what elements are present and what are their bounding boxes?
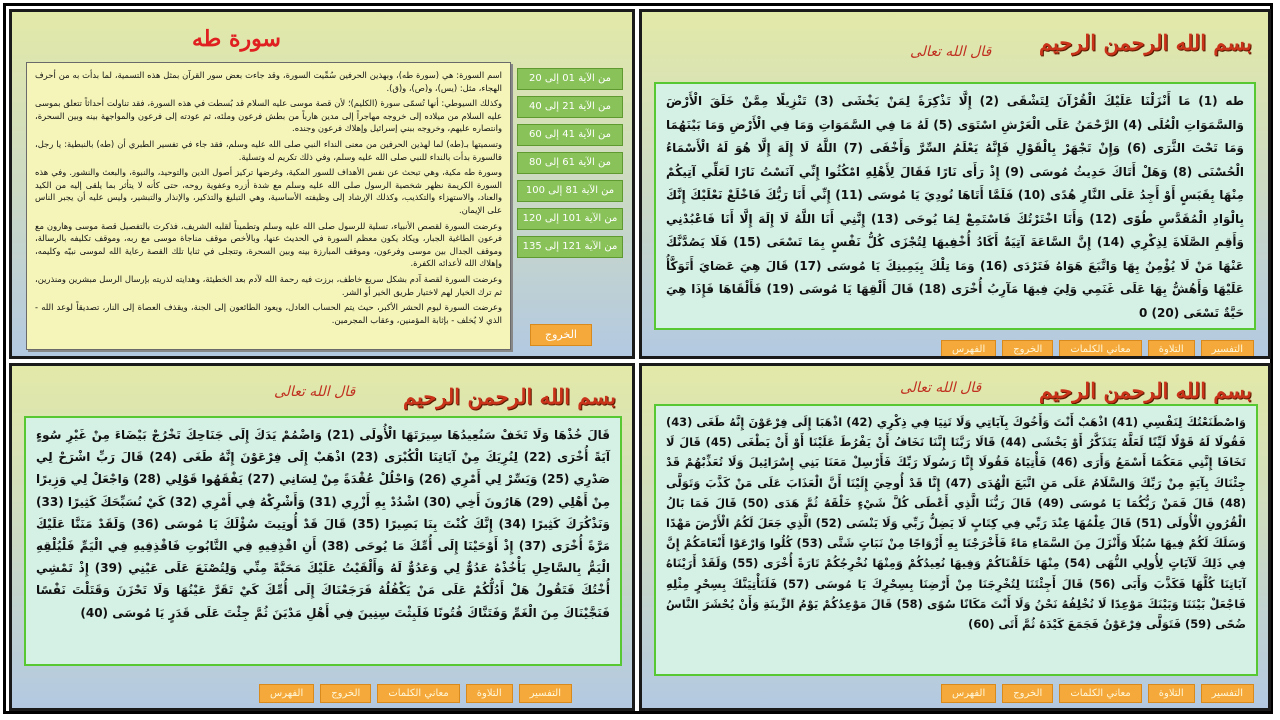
intro-text (26, 62, 511, 350)
qal-allah-label: قال الله تعالى (274, 384, 356, 400)
ayat-panel-21-40 (9, 363, 635, 711)
basmala: بسم الله الرحمن الرحيم (1039, 378, 1252, 403)
tab-meanings[interactable]: معاني الكلمات (1059, 340, 1141, 359)
tab-tafsir[interactable]: التفسير (1201, 340, 1254, 359)
basmala: بسم الله الرحمن الرحيم (1039, 30, 1252, 55)
tab-exit[interactable]: الخروج (1002, 684, 1053, 703)
exit-button[interactable]: الخروج (530, 324, 592, 346)
tab-tafsir[interactable]: التفسير (519, 684, 572, 703)
tab-index[interactable]: الفهرس (941, 340, 996, 359)
quran-text: وَاصْطَنَعْتُكَ لِنَفْسِي (41) اذْهَبْ أَنْتَ وَأَخُوكَ بِآيَاتِي وَلَا تَنِيَا فِي ذِكْرِي (42) اذْهَبَا إِلَى فِرْعَوْنَ إِنَّهُ طَغَى (43) فَقُولَا لَهُ قَوْلًا لَيِّنًا لَعَلَّهُ يَتَذَكَّرُ أَوْ يَخْشَى (44) قَالَا رَبَّنَا إِنَّنَا نَخَافُ أَنْ يَفْرُطَ عَلَيْنَا أَوْ أَنْ يَطْغَى (45) قَالَ لَا تَخَافَا إِنَّنِي مَعَكُمَا أَسْمَعُ وَأَرَى (46) فَأْتِيَاهُ فَقُولَا إِنَّا رَسُولَا رَبِّكَ فَأَرْسِلْ مَعَنَا بَنِي إِسْرَائِيلَ وَلَا تُعَذِّبْهُمْ قَدْ جِئْنَاكَ بِآيَةٍ مِنْ رَبِّكَ وَالسَّلَامُ عَلَى مَنِ اتَّبَعَ الْهُدَى (47) إِنَّا قَدْ أُوحِيَ إِلَيْنَا أَنَّ الْعَذَابَ عَلَى مَنْ كَذَّبَ وَتَوَلَّى (48) قَالَ فَمَنْ رَبُّكُمَا يَا مُوسَى (49) قَالَ رَبُّنَا الَّذِي أَعْطَى كُلَّ شَيْءٍ خَلْقَهُ ثُمَّ هَدَى (50) قَالَ فَمَا بَالُ الْقُرُونِ الْأُولَى (51) قَالَ عِلْمُهَا عِنْدَ رَبِّي فِي كِتَابٍ لَا يَضِلُّ رَبِّي وَلَا يَنْسَى (52) الَّذِي جَعَلَ لَكُمُ الْأَرْضَ مَهْدًا وَسَلَكَ لَكُمْ فِيهَا سُبُلًا وَأَنْزَلَ مِنَ السَّمَاءِ مَاءً فَأَخْرَجْنَا بِهِ أَزْوَاجًا مِنْ نَبَاتٍ شَتَّى (53) كُلُوا وَارْعَوْا أَنْعَامَكُمْ إِنَّ فِي ذَلِكَ لَآيَاتٍ لِأُولِي النُّهَى (54) مِنْهَا خَلَقْنَاكُمْ وَفِيهَا نُعِيدُكُمْ وَمِنْهَا نُخْرِجُكُمْ تَارَةً أُخْرَى (55) وَلَقَدْ أَرَيْنَاهُ آيَاتِنَا كُلَّهَا فَكَذَّبَ وَأَبَى (56) قَالَ أَجِئْتَنَا لِتُخْرِجَنَا مِنْ أَرْضِنَا بِسِحْرِكَ يَا مُوسَى (57) فَلَنَأْتِيَنَّكَ بِسِحْرٍ مِثْلِهِ فَاجْعَلْ بَيْنَنَا وَبَيْنَكَ مَوْعِدًا لَا نُخْلِفُهُ نَحْنُ وَلَا أَنْتَ مَكَانًا سُوًى (58) قَالَ مَوْعِدُكُمْ يَوْمُ الزِّينَةِ وَأَنْ يُحْشَرَ النَّاسُ ضُحًى (59) فَتَوَلَّى فِرْعَوْنُ فَجَمَعَ كَيْدَهُ ثُمَّ أَتَى (60) (654, 404, 1258, 676)
quran-text: قَالَ خُذْهَا وَلَا تَخَفْ سَنُعِيدُهَا سِيرَتَهَا الْأُولَى (21) وَاضْمُمْ يَدَكَ إِلَى جَنَاحِكَ تَخْرُجْ بَيْضَاءَ مِنْ غَيْرِ سُوءٍ آيَةً أُخْرَى (22) لِنُرِيَكَ مِنْ آيَاتِنَا الْكُبْرَى (23) اذْهَبْ إِلَى فِرْعَوْنَ إِنَّهُ طَغَى (24) قَالَ رَبِّ اشْرَحْ لِي صَدْرِي (25) وَيَسِّرْ لِي أَمْرِي (26) وَاحْلُلْ عُقْدَةً مِنْ لِسَانِي (27) يَفْقَهُوا قَوْلِي (28) وَاجْعَلْ لِي وَزِيرًا مِنْ أَهْلِي (29) هَارُونَ أَخِي (30) اشْدُدْ بِهِ أَزْرِي (31) وَأَشْرِكْهُ فِي أَمْرِي (32) كَيْ نُسَبِّحَكَ كَثِيرًا (33) وَنَذْكُرَكَ كَثِيرًا (34) إِنَّكَ كُنْتَ بِنَا بَصِيرًا (35) قَالَ قَدْ أُوتِيتَ سُؤْلَكَ يَا مُوسَى (36) وَلَقَدْ مَنَنَّا عَلَيْكَ مَرَّةً أُخْرَى (37) إِذْ أَوْحَيْنَا إِلَى أُمِّكَ مَا يُوحَى (38) أَنِ اقْذِفِيهِ فِي التَّابُوتِ فَاقْذِفِيهِ فِي الْيَمِّ فَلْيُلْقِهِ الْيَمُّ بِالسَّاحِلِ يَأْخُذْهُ عَدُوٌّ لِي وَعَدُوٌّ لَهُ وَأَلْقَيْتُ عَلَيْكَ مَحَبَّةً مِنِّي وَلِتُصْنَعَ عَلَى عَيْنِي (39) إِذْ تَمْشِي أُخْتُكَ فَتَقُولُ هَلْ أَدُلُّكُمْ عَلَى مَنْ يَكْفُلُهُ فَرَجَعْنَاكَ إِلَى أُمِّكَ كَيْ تَقَرَّ عَيْنُهَا وَلَا تَحْزَنَ وَقَتَلْتَ نَفْسًا فَنَجَّيْنَاكَ مِنَ الْغَمِّ وَفَتَنَّاكَ فُتُونًا فَلَبِثْتَ سِنِينَ فِي أَهْلِ مَدْيَنَ ثُمَّ جِئْتَ عَلَى قَدَرٍ يَا مُوسَى (40) (24, 416, 622, 666)
intro-paragraph: وكذلك السيوطي: أنها تُسمّى سورة (الكليم)؛ لأن قصة موسى عليه السلام قد بُسطت في هذه السورة، فقد تناولت أحداثاً تتعلق بموسى عليه السلام من ميلاده إلى خروجه مهاجراً إلى مدين هارباً من بطش فرعون وملئه، ثم عودته إلى فرعون والمواجهة بينه وبين السحرة، وانتصاره عليهم، وخروجه ببني إسرائيل وإهلاك فرعون وجنده. (35, 98, 502, 134)
tab-tilawa[interactable]: التلاوة (466, 684, 513, 703)
intro-paragraph: وتسميتها بـ(طه) لما لهذين الحرفين من معنى النداء النبي صلى الله عليه وسلم، فقد جاء في تفسير الطبري أن (طه) بالنبطية: يا رجل، فالسورة بدأت بالنداء للنبي صلى الله عليه وسلم، وفي ذلك تكريم له وتسلية. (35, 138, 502, 162)
basmala: بسم الله الرحمن الرحيم (403, 384, 616, 409)
surah-title: سورة طه (192, 26, 281, 52)
ayat-range-button[interactable]: من الآية 101 إلى 120 (517, 208, 623, 230)
ayat-range-button[interactable]: من الآية 41 إلى 60 (517, 124, 623, 146)
tab-tafsir[interactable]: التفسير (1201, 684, 1254, 703)
tab-meanings[interactable]: معاني الكلمات (1059, 684, 1141, 703)
tab-index[interactable]: الفهرس (941, 684, 996, 703)
ayat-panel-1-20 (639, 9, 1271, 359)
tab-tilawa[interactable]: التلاوة (1148, 340, 1195, 359)
tab-bar (941, 340, 1254, 359)
intro-panel (9, 9, 635, 359)
qal-allah-label: قال الله تعالى (910, 44, 992, 60)
ayat-panel-41-60 (639, 363, 1271, 711)
intro-paragraph: اسم السورة: هي (سورة طه)، وبهذين الحرفين سُمِّيت السورة، وقد جاءت بعض سور القرآن بمثل هذه التسمية، لما بدأت به من أحرف الهجاء، مثل: (يس)، و(ص)، و(ق). (35, 70, 502, 93)
intro-paragraph: وسورة طه مكية، وهي تبحث عن نفس الأهداف للسور المكية، وغرضها تركيز أصول الدين والتوحيد، والنبوة، والبعث والنشور. وفي هذه السورة الكريمة نظهر شخصية الرسول صلى الله عليه وسلم مع شدة أزره وعفوية روحه، حتى كأنه لا يتأثر بما يلقى إليه من الكيد والعناد، والاستهزاء والتكذيب، وكذلك الإرشاد إلى وظيفته الأساسية، وهي التبليغ والتذكير، والإنذار والتبشير، وليس عليه أن يجبر الناس على الإيمان. (35, 167, 502, 215)
tab-meanings[interactable]: معاني الكلمات (377, 684, 459, 703)
ayat-range-button[interactable]: من الآية 61 إلى 80 (517, 152, 623, 174)
ayat-range-list (517, 68, 623, 264)
ayat-range-button[interactable]: من الآية 121 إلى 135 (517, 236, 623, 258)
quran-text: طه (1) مَا أَنْزَلْنَا عَلَيْكَ الْقُرْآنَ لِتَشْقَى (2) إِلَّا تَذْكِرَةً لِمَنْ يَخْشَى (3) تَنْزِيلًا مِمَّنْ خَلَقَ الْأَرْضَ وَالسَّمَوَاتِ الْعُلَى (4) الرَّحْمَنُ عَلَى الْعَرْشِ اسْتَوَى (5) لَهُ مَا فِي السَّمَوَاتِ وَمَا فِي الْأَرْضِ وَمَا بَيْنَهُمَا وَمَا تَحْتَ الثَّرَى (6) وَإِنْ تَجْهَرْ بِالْقَوْلِ فَإِنَّهُ يَعْلَمُ السِّرَّ وَأَخْفَى (7) اللَّهُ لَا إِلَهَ إِلَّا هُوَ لَهُ الْأَسْمَاءُ الْحُسْنَى (8) وَهَلْ أَتَاكَ حَدِيثُ مُوسَى (9) إِذْ رَأَى نَارًا فَقَالَ لِأَهْلِهِ امْكُثُوا إِنِّي آنَسْتُ نَارًا لَعَلِّي آتِيكُمْ مِنْهَا بِقَبَسٍ أَوْ أَجِدُ عَلَى النَّارِ هُدًى (10) فَلَمَّا أَتَاهَا نُودِيَ يَا مُوسَى (11) إِنِّي أَنَا رَبُّكَ فَاخْلَعْ نَعْلَيْكَ إِنَّكَ بِالْوَادِ الْمُقَدَّسِ طُوًى (12) وَأَنَا اخْتَرْتُكَ فَاسْتَمِعْ لِمَا يُوحَى (13) إِنَّنِي أَنَا اللَّهُ لَا إِلَهَ إِلَّا أَنَا فَاعْبُدْنِي وَأَقِمِ الصَّلَاةَ لِذِكْرِي (14) إِنَّ السَّاعَةَ آتِيَةٌ أَكَادُ أُخْفِيهَا لِتُجْزَى كُلُّ نَفْسٍ بِمَا تَسْعَى (15) فَلَا يَصُدَّنَّكَ عَنْهَا مَنْ لَا يُؤْمِنُ بِهَا وَاتَّبَعَ هَوَاهُ فَتَرْدَى (16) وَمَا تِلْكَ بِيَمِينِكَ يَا مُوسَى (17) قَالَ هِيَ عَصَايَ أَتَوَكَّأُ عَلَيْهَا وَأَهُشُّ بِهَا عَلَى غَنَمِي وَلِيَ فِيهَا مَآرِبُ أُخْرَى (18) قَالَ أَلْقِهَا يَا مُوسَى (19) فَأَلْقَاهَا فَإِذَا هِيَ حَيَّةٌ تَسْعَى (20) 0 (654, 82, 1256, 330)
ayat-range-button[interactable]: من الآية 81 إلى 100 (517, 180, 623, 202)
ayat-range-button[interactable]: من الآية 01 إلى 20 (517, 68, 623, 90)
tab-exit[interactable]: الخروج (320, 684, 371, 703)
tab-exit[interactable]: الخروج (1002, 340, 1053, 359)
intro-paragraph: وعرضت السورة لقصص الأنبياء، تسلية للرسول صلى الله عليه وسلم وتطميناً لقلبه الشريف، فذكرت بالتفصيل قصة موسى وهارون مع فرعون الطاغية الجبار، ويكاد يكون معظم السورة في الحديث عنها، وبالأخص موقف مناجاة موسى مع ربه، وموقف تكليفه بالرسالة، وموقف الجدال بين موسى وفرعون، وموقف المبارزة بينه وبين السحرة، وتتجلى في ثنايا تلك القصة رعاية الله لموسى نبيّه وكليمه، وإهلاك الله لأعدائه الكفرة. (35, 220, 502, 269)
intro-paragraph: وعرضت السورة لقصة آدم بشكل سريع خاطف، برزت فيه رحمة الله لآدم بعد الخطيئة، وهدايته لذريته بإرسال الرسل مبشرين ومنذرين، ثم ترك الخيار لهم لاختيار طريق الخير أو الشر. (35, 273, 502, 297)
qal-allah-label: قال الله تعالى (900, 380, 982, 396)
ayat-range-button[interactable]: من الآية 21 إلى 40 (517, 96, 623, 118)
tab-tilawa[interactable]: التلاوة (1148, 684, 1195, 703)
tab-index[interactable]: الفهرس (259, 684, 314, 703)
tab-bar (259, 684, 572, 703)
intro-paragraph: وعرضت السورة ليوم الحشر الأكبر، حيث يتم الحساب العادل، ويعود الطائعون إلى الجنة، ويقذف العصاة إلى النار، تصديقاً لوعد الله - الذي لا يُخلف - بإثابة المؤمنين، وعقاب المجرمين. (35, 302, 502, 325)
tab-bar (941, 684, 1254, 703)
